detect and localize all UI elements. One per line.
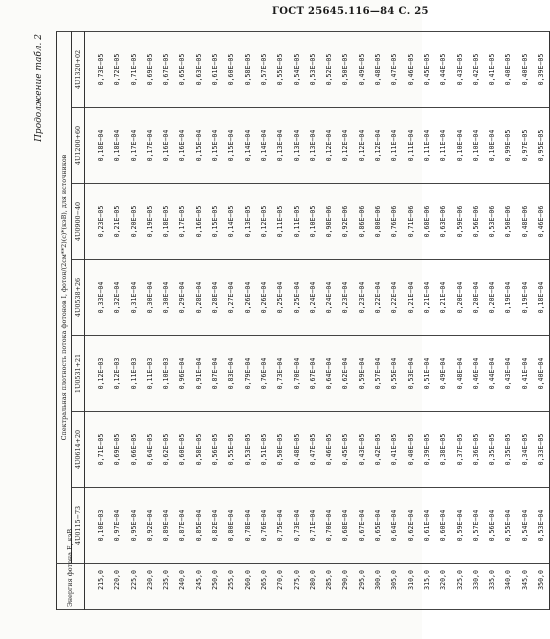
flux-value-cell: 0,61E−04 <box>419 488 435 564</box>
flux-value-cell: 0,13E−04 <box>305 108 321 184</box>
table-row <box>354 32 370 610</box>
flux-value-cell: 0,35E−05 <box>500 412 516 488</box>
flux-value-cell: 0,57E−04 <box>370 336 386 412</box>
flux-value-cell: 0,70E−04 <box>321 488 337 564</box>
flux-value-cell: 0,83E−04 <box>223 336 239 412</box>
flux-value-cell: 0,71E−05 <box>126 32 142 108</box>
flux-value-cell: 0,11E−03 <box>126 336 142 412</box>
energy-cell: 315,0 <box>419 564 435 610</box>
flux-value-cell: 0,18E−05 <box>158 184 174 260</box>
energy-cell: 280,0 <box>305 564 321 610</box>
flux-value-cell: 0,87E−04 <box>174 488 190 564</box>
source-column-header: 4U1200+60 <box>72 108 85 184</box>
flux-value-cell: 0,79E−04 <box>240 336 256 412</box>
energy-cell: 340,0 <box>500 564 516 610</box>
table-row <box>403 32 419 610</box>
flux-value-cell: 0,48E−05 <box>289 412 305 488</box>
flux-value-cell: 0,10E−04 <box>468 108 484 184</box>
flux-value-cell: 0,53E−04 <box>403 336 419 412</box>
table-row <box>321 32 337 610</box>
flux-value-cell: 0,11E−04 <box>386 108 402 184</box>
flux-value-cell: 0,26E−04 <box>240 260 256 336</box>
table-row <box>468 32 484 610</box>
flux-value-cell: 0,19E−05 <box>142 184 158 260</box>
flux-value-cell: 0,50E−05 <box>272 412 288 488</box>
table-row <box>452 32 468 610</box>
table-row <box>533 32 550 610</box>
flux-value-cell: 0,64E−04 <box>386 488 402 564</box>
table-row <box>158 32 174 610</box>
flux-value-cell: 0,12E−04 <box>321 108 337 184</box>
flux-value-cell: 0,55E−04 <box>386 336 402 412</box>
flux-value-cell: 0,68E−04 <box>337 488 353 564</box>
energy-cell: 260,0 <box>240 564 256 610</box>
flux-value-cell: 0,80E−06 <box>370 184 386 260</box>
flux-value-cell: 0,42E−05 <box>468 32 484 108</box>
flux-value-cell: 0,11E−04 <box>435 108 451 184</box>
table-row <box>370 32 386 610</box>
flux-value-cell: 0,41E−04 <box>517 336 533 412</box>
source-column-header: 4U0900−40 <box>72 184 85 260</box>
flux-value-cell: 0,27E−04 <box>223 260 239 336</box>
flux-value-cell: 0,98E−06 <box>321 184 337 260</box>
flux-value-cell: 0,42E−05 <box>370 412 386 488</box>
flux-value-cell: 0,62E−05 <box>158 412 174 488</box>
flux-value-cell: 0,14E−04 <box>240 108 256 184</box>
flux-value-cell: 0,95E−05 <box>533 108 550 184</box>
flux-value-cell: 0,14E−05 <box>223 184 239 260</box>
flux-value-cell: 0,17E−04 <box>142 108 158 184</box>
flux-value-cell: 0,33E−04 <box>85 260 110 336</box>
table-row <box>500 32 516 610</box>
flux-value-cell: 0,51E−05 <box>256 412 272 488</box>
flux-value-cell: 0,48E−06 <box>517 184 533 260</box>
flux-value-cell: 0,12E−03 <box>109 336 125 412</box>
flux-value-cell: 0,40E−05 <box>403 412 419 488</box>
flux-value-cell: 0,23E−05 <box>85 184 110 260</box>
flux-value-cell: 0,76E−04 <box>256 336 272 412</box>
flux-value-cell: 0,99E−05 <box>500 108 516 184</box>
table-row <box>289 32 305 610</box>
flux-value-cell: 0,64E−04 <box>321 336 337 412</box>
energy-cell: 235,0 <box>158 564 174 610</box>
flux-value-cell: 0,62E−04 <box>403 488 419 564</box>
flux-value-cell: 0,46E−05 <box>403 32 419 108</box>
flux-value-cell: 0,10E−03 <box>85 488 110 564</box>
flux-value-cell: 0,53E−04 <box>533 488 550 564</box>
flux-value-cell: 0,76E−06 <box>386 184 402 260</box>
flux-value-cell: 0,43E−05 <box>354 412 370 488</box>
flux-value-cell: 0,30E−04 <box>142 260 158 336</box>
flux-value-cell: 0,41E−05 <box>386 412 402 488</box>
flux-value-cell: 0,40E−05 <box>500 32 516 108</box>
flux-value-cell: 0,65E−04 <box>370 488 386 564</box>
flux-column-header: Спектральная плотность потока фотонов I, фотон/(2см**2)(с)*(кэВ), для источников <box>57 32 72 564</box>
flux-value-cell: 0,59E−04 <box>452 488 468 564</box>
flux-value-cell: 0,15E−05 <box>207 184 223 260</box>
flux-value-cell: 0,18E−04 <box>85 108 110 184</box>
flux-value-cell: 0,59E−06 <box>452 184 468 260</box>
flux-value-cell: 0,57E−05 <box>256 32 272 108</box>
flux-value-cell: 0,85E−04 <box>191 488 207 564</box>
flux-value-cell: 0,23E−04 <box>337 260 353 336</box>
flux-value-cell: 0,61E−05 <box>207 32 223 108</box>
energy-cell: 335,0 <box>484 564 500 610</box>
flux-value-cell: 0,19E−04 <box>517 260 533 336</box>
flux-value-cell: 0,43E−05 <box>452 32 468 108</box>
flux-value-cell: 0,86E−06 <box>354 184 370 260</box>
flux-value-cell: 0,44E−05 <box>435 32 451 108</box>
flux-value-cell: 0,34E−05 <box>517 412 533 488</box>
table-row <box>223 32 239 610</box>
flux-value-cell: 0,16E−04 <box>174 108 190 184</box>
source-column-header: 1U0531+21 <box>72 336 85 412</box>
flux-value-cell: 0,17E−04 <box>126 108 142 184</box>
flux-value-cell: 0,24E−04 <box>321 260 337 336</box>
table-row <box>126 32 142 610</box>
flux-value-cell: 0,11E−05 <box>272 184 288 260</box>
flux-value-cell: 0,41E−05 <box>484 32 500 108</box>
flux-value-cell: 0,56E−06 <box>468 184 484 260</box>
source-column-header: 4U0115−73 <box>72 488 85 564</box>
flux-value-cell: 0,92E−04 <box>142 488 158 564</box>
table-row <box>207 32 223 610</box>
standard-number: ГОСТ 25645.116—84 <box>272 6 395 17</box>
flux-value-cell: 0,26E−04 <box>256 260 272 336</box>
energy-cell: 320,0 <box>435 564 451 610</box>
flux-value-cell: 0,73E−05 <box>85 32 110 108</box>
flux-value-cell: 0,50E−06 <box>500 184 516 260</box>
flux-value-cell: 0,15E−04 <box>207 108 223 184</box>
flux-value-cell: 0,71E−05 <box>85 412 110 488</box>
flux-value-cell: 0,45E−05 <box>419 32 435 108</box>
flux-value-cell: 0,20E−04 <box>452 260 468 336</box>
flux-value-cell: 0,47E−05 <box>305 412 321 488</box>
energy-cell: 250,0 <box>207 564 223 610</box>
flux-value-cell: 0,48E−04 <box>452 336 468 412</box>
flux-value-cell: 0,56E−05 <box>207 412 223 488</box>
table-row <box>109 32 125 610</box>
flux-value-cell: 0,67E−04 <box>305 336 321 412</box>
flux-value-cell: 0,13E−04 <box>289 108 305 184</box>
flux-value-cell: 0,55E−05 <box>272 32 288 108</box>
flux-value-cell: 0,22E−04 <box>370 260 386 336</box>
flux-value-cell: 0,40E−05 <box>517 32 533 108</box>
flux-value-cell: 0,21E−04 <box>435 260 451 336</box>
flux-value-cell: 0,78E−04 <box>240 488 256 564</box>
flux-value-cell: 0,16E−04 <box>158 108 174 184</box>
flux-value-cell: 0,10E−05 <box>305 184 321 260</box>
flux-value-cell: 0,28E−04 <box>191 260 207 336</box>
flux-value-cell: 0,45E−05 <box>337 412 353 488</box>
energy-cell: 245,0 <box>191 564 207 610</box>
energy-cell: 285,0 <box>321 564 337 610</box>
flux-value-cell: 0,44E−04 <box>484 336 500 412</box>
flux-value-cell: 0,67E−05 <box>158 32 174 108</box>
table-row <box>272 32 288 610</box>
flux-value-cell: 0,32E−04 <box>109 260 125 336</box>
flux-value-cell: 0,58E−05 <box>191 412 207 488</box>
flux-value-cell: 0,60E−04 <box>435 488 451 564</box>
energy-cell: 230,0 <box>142 564 158 610</box>
flux-value-cell: 0,28E−04 <box>207 260 223 336</box>
energy-cell: 300,0 <box>370 564 386 610</box>
flux-value-cell: 0,55E−05 <box>223 412 239 488</box>
flux-value-cell: 0,13E−04 <box>272 108 288 184</box>
flux-value-cell: 0,49E−05 <box>354 32 370 108</box>
table-row <box>435 32 451 610</box>
energy-cell: 295,0 <box>354 564 370 610</box>
flux-value-cell: 0,10E−04 <box>452 108 468 184</box>
table-row <box>240 32 256 610</box>
flux-value-cell: 0,24E−04 <box>305 260 321 336</box>
table-row <box>191 32 207 610</box>
flux-value-cell: 0,33E−05 <box>533 412 550 488</box>
flux-value-cell: 0,22E−04 <box>386 260 402 336</box>
flux-value-cell: 0,55E−04 <box>500 488 516 564</box>
flux-value-cell: 0,30E−04 <box>158 260 174 336</box>
flux-value-cell: 0,60E−05 <box>223 32 239 108</box>
energy-cell: 215,0 <box>85 564 110 610</box>
flux-value-cell: 0,35E−05 <box>484 412 500 488</box>
table-row <box>337 32 353 610</box>
flux-value-cell: 0,11E−05 <box>289 184 305 260</box>
energy-cell: 275,0 <box>289 564 305 610</box>
flux-value-cell: 0,91E−04 <box>191 336 207 412</box>
flux-value-cell: 0,12E−04 <box>370 108 386 184</box>
flux-value-cell: 0,97E−04 <box>109 488 125 564</box>
flux-value-cell: 0,76E−04 <box>256 488 272 564</box>
flux-value-cell: 0,16E−05 <box>191 184 207 260</box>
energy-column-header: Энергия фотона E, кэВ <box>57 564 85 610</box>
source-column-header: 4U0538+26 <box>72 260 85 336</box>
flux-value-cell: 0,21E−04 <box>403 260 419 336</box>
flux-value-cell: 0,89E−04 <box>158 488 174 564</box>
table-row <box>256 32 272 610</box>
flux-value-cell: 0,51E−04 <box>419 336 435 412</box>
flux-value-cell: 0,25E−04 <box>272 260 288 336</box>
flux-value-cell: 0,15E−04 <box>223 108 239 184</box>
flux-value-cell: 0,73E−04 <box>272 336 288 412</box>
flux-value-cell: 0,82E−04 <box>207 488 223 564</box>
flux-value-cell: 0,48E−05 <box>370 32 386 108</box>
flux-value-cell: 0,95E−04 <box>126 488 142 564</box>
energy-cell: 310,0 <box>403 564 419 610</box>
energy-cell: 255,0 <box>223 564 239 610</box>
energy-cell: 225,0 <box>126 564 142 610</box>
flux-value-cell: 0,46E−05 <box>321 412 337 488</box>
table-row <box>484 32 500 610</box>
flux-value-cell: 0,53E−05 <box>240 412 256 488</box>
table-row <box>517 32 533 610</box>
flux-value-cell: 0,11E−04 <box>419 108 435 184</box>
flux-value-cell: 0,39E−05 <box>533 32 550 108</box>
flux-value-cell: 0,72E−05 <box>109 32 125 108</box>
flux-value-cell: 0,19E−04 <box>500 260 516 336</box>
flux-value-cell: 0,63E−05 <box>191 32 207 108</box>
flux-value-cell: 0,67E−04 <box>354 488 370 564</box>
flux-value-cell: 0,66E−05 <box>126 412 142 488</box>
flux-value-cell: 0,60E−05 <box>174 412 190 488</box>
flux-value-cell: 0,23E−04 <box>354 260 370 336</box>
flux-value-cell: 0,70E−04 <box>289 336 305 412</box>
flux-value-cell: 0,12E−04 <box>354 108 370 184</box>
table-row <box>174 32 190 610</box>
flux-value-cell: 0,62E−04 <box>337 336 353 412</box>
flux-value-cell: 0,12E−05 <box>256 184 272 260</box>
flux-value-cell: 0,11E−04 <box>403 108 419 184</box>
flux-value-cell: 0,56E−04 <box>484 488 500 564</box>
flux-value-cell: 0,12E−03 <box>85 336 110 412</box>
flux-value-cell: 0,21E−04 <box>419 260 435 336</box>
flux-value-cell: 0,38E−05 <box>435 412 451 488</box>
flux-value-cell: 0,14E−04 <box>256 108 272 184</box>
flux-value-cell: 0,52E−05 <box>321 32 337 108</box>
flux-value-cell: 0,29E−04 <box>174 260 190 336</box>
flux-value-cell: 0,18E−04 <box>109 108 125 184</box>
flux-value-cell: 0,46E−06 <box>533 184 550 260</box>
flux-value-cell: 0,54E−05 <box>289 32 305 108</box>
flux-value-cell: 0,69E−05 <box>109 412 125 488</box>
flux-value-cell: 0,17E−05 <box>174 184 190 260</box>
flux-table <box>56 31 550 610</box>
page-number: С. 25 <box>398 6 429 17</box>
flux-value-cell: 0,80E−04 <box>223 488 239 564</box>
flux-value-cell: 0,20E−04 <box>468 260 484 336</box>
flux-value-cell: 0,21E−05 <box>109 184 125 260</box>
flux-value-cell: 0,18E−04 <box>533 260 550 336</box>
energy-cell: 270,0 <box>272 564 288 610</box>
flux-value-cell: 0,53E−06 <box>484 184 500 260</box>
flux-value-cell: 0,13E−05 <box>240 184 256 260</box>
flux-value-cell: 0,10E−04 <box>484 108 500 184</box>
flux-value-cell: 0,10E−03 <box>158 336 174 412</box>
energy-cell: 290,0 <box>337 564 353 610</box>
flux-value-cell: 0,57E−04 <box>468 488 484 564</box>
flux-value-cell: 0,50E−05 <box>337 32 353 108</box>
flux-value-cell: 0,37E−05 <box>452 412 468 488</box>
flux-value-cell: 0,31E−04 <box>126 260 142 336</box>
rotated-table-block <box>34 30 546 610</box>
flux-value-cell: 0,25E−04 <box>289 260 305 336</box>
flux-value-cell: 0,39E−05 <box>419 412 435 488</box>
flux-value-cell: 0,53E−05 <box>305 32 321 108</box>
flux-value-cell: 0,75E−04 <box>272 488 288 564</box>
flux-value-cell: 0,40E−04 <box>533 336 550 412</box>
flux-value-cell: 0,73E−04 <box>289 488 305 564</box>
flux-value-cell: 0,63E−06 <box>435 184 451 260</box>
table-caption: Продолжение табл. 2 <box>34 34 44 142</box>
flux-value-cell: 0,47E−05 <box>386 32 402 108</box>
flux-value-cell: 0,65E−05 <box>174 32 190 108</box>
energy-cell: 220,0 <box>109 564 125 610</box>
flux-value-cell: 0,36E−05 <box>468 412 484 488</box>
flux-value-cell: 0,58E−05 <box>240 32 256 108</box>
source-column-header: 4U1320+02 <box>72 32 85 108</box>
table-row <box>419 32 435 610</box>
energy-cell: 265,0 <box>256 564 272 610</box>
energy-cell: 330,0 <box>468 564 484 610</box>
flux-value-cell: 0,92E−06 <box>337 184 353 260</box>
flux-value-cell: 0,68E−06 <box>419 184 435 260</box>
flux-value-cell: 0,71E−06 <box>403 184 419 260</box>
flux-value-cell: 0,54E−04 <box>517 488 533 564</box>
energy-cell: 345,0 <box>517 564 533 610</box>
table-row <box>142 32 158 610</box>
flux-value-cell: 0,69E−05 <box>142 32 158 108</box>
flux-value-cell: 0,20E−04 <box>484 260 500 336</box>
energy-cell: 240,0 <box>174 564 190 610</box>
table-row <box>85 32 110 610</box>
table-row <box>386 32 402 610</box>
page-header <box>272 6 429 17</box>
source-header-row <box>72 32 85 610</box>
flux-value-cell: 0,64E−05 <box>142 412 158 488</box>
energy-cell: 305,0 <box>386 564 402 610</box>
flux-value-cell: 0,12E−04 <box>337 108 353 184</box>
flux-value-cell: 0,49E−04 <box>435 336 451 412</box>
flux-value-cell: 0,15E−04 <box>191 108 207 184</box>
table-row <box>305 32 321 610</box>
flux-value-cell: 0,96E−04 <box>174 336 190 412</box>
table-body <box>85 32 550 610</box>
flux-value-cell: 0,59E−04 <box>354 336 370 412</box>
flux-value-cell: 0,20E−05 <box>126 184 142 260</box>
flux-value-cell: 0,71E−04 <box>305 488 321 564</box>
flux-value-cell: 0,46E−04 <box>468 336 484 412</box>
flux-value-cell: 0,97E−05 <box>517 108 533 184</box>
table-header-row <box>57 32 72 610</box>
flux-value-cell: 0,11E−03 <box>142 336 158 412</box>
flux-value-cell: 0,87E−04 <box>207 336 223 412</box>
flux-value-cell: 0,43E−04 <box>500 336 516 412</box>
energy-cell: 325,0 <box>452 564 468 610</box>
energy-cell: 350,0 <box>533 564 550 610</box>
source-column-header: 4U0614+20 <box>72 412 85 488</box>
